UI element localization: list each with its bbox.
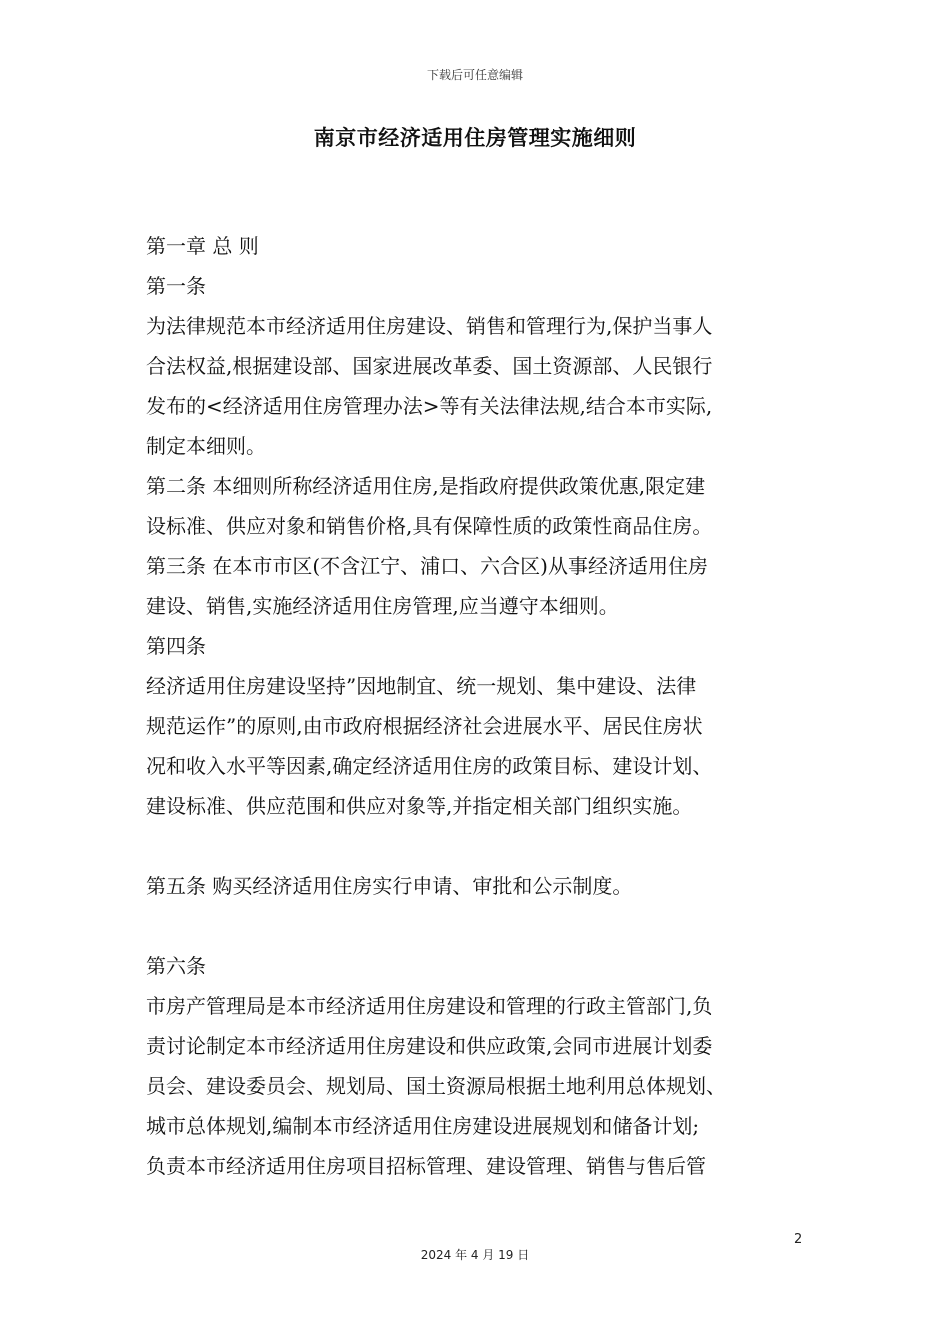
header-note: 下载后可任意编辑 [426,68,523,82]
document-body [146,226,816,1186]
article-2-line-1: 第二条 本细则所称经济适用住房,是指政府提供政策优惠,限定建 [146,474,706,498]
article-1-line-3: 发布的<经济适用住房管理办法>等有关法律法规,结合本市实际, [146,394,713,418]
article-4-line-3: 况和收入水平等因素,确定经济适用住房的政策目标、建设计划、 [146,754,713,778]
article-1-line-2: 合法权益,根据建设部、国家进展改革委、国土资源部、人民银行 [146,354,713,378]
article-4-heading: 第四条 [146,634,206,658]
article-3-line-1: 第三条 在本市市区(不含江宁、浦口、六合区)从事经济适用住房 [146,554,708,578]
blank-line [146,906,816,946]
article-6-heading: 第六条 [146,954,206,978]
article-6-line-5: 负责本市经济适用住房项目招标管理、建设管理、销售与售后管 [146,1154,706,1178]
article-6-line-4: 城市总体规划,编制本市经济适用住房建设进展规划和储备计划; [146,1114,700,1138]
article-5-line-1: 第五条 购买经济适用住房实行申请、审批和公示制度。 [146,874,633,898]
article-1-line-4: 制定本细则。 [146,434,266,458]
document-title: 南京市经济适用住房管理实施细则 [313,125,637,150]
article-4-line-2: 规范运作”的原则,由市政府根据经济社会进展水平、居民住房状 [146,714,703,738]
footer-date: 2024 年 4 月 19 日 [420,1248,530,1262]
article-1-line-1: 为法律规范本市经济适用住房建设、销售和管理行为,保护当事人 [146,314,713,338]
article-2-line-2: 设标准、供应对象和销售价格,具有保障性质的政策性商品住房。 [146,514,713,538]
article-1-heading: 第一条 [146,274,206,298]
chapter-heading: 第一章 总 则 [146,234,259,258]
page-number: 2 [794,1232,803,1247]
article-3-line-2: 建设、销售,实施经济适用住房管理,应当遵守本细则。 [146,594,619,618]
article-6-line-3: 员会、建设委员会、规划局、国土资源局根据土地利用总体规划、 [146,1074,726,1098]
article-6-line-2: 责讨论制定本市经济适用住房建设和供应政策,会同市进展计划委 [146,1034,713,1058]
article-4-line-1: 经济适用住房建设坚持”因地制宜、统一规划、集中建设、法律 [146,674,697,698]
article-4-line-4: 建设标准、供应范围和供应对象等,并指定相关部门组织实施。 [146,794,693,818]
blank-line [146,826,816,866]
article-6-line-1: 市房产管理局是本市经济适用住房建设和管理的行政主管部门,负 [146,994,713,1018]
